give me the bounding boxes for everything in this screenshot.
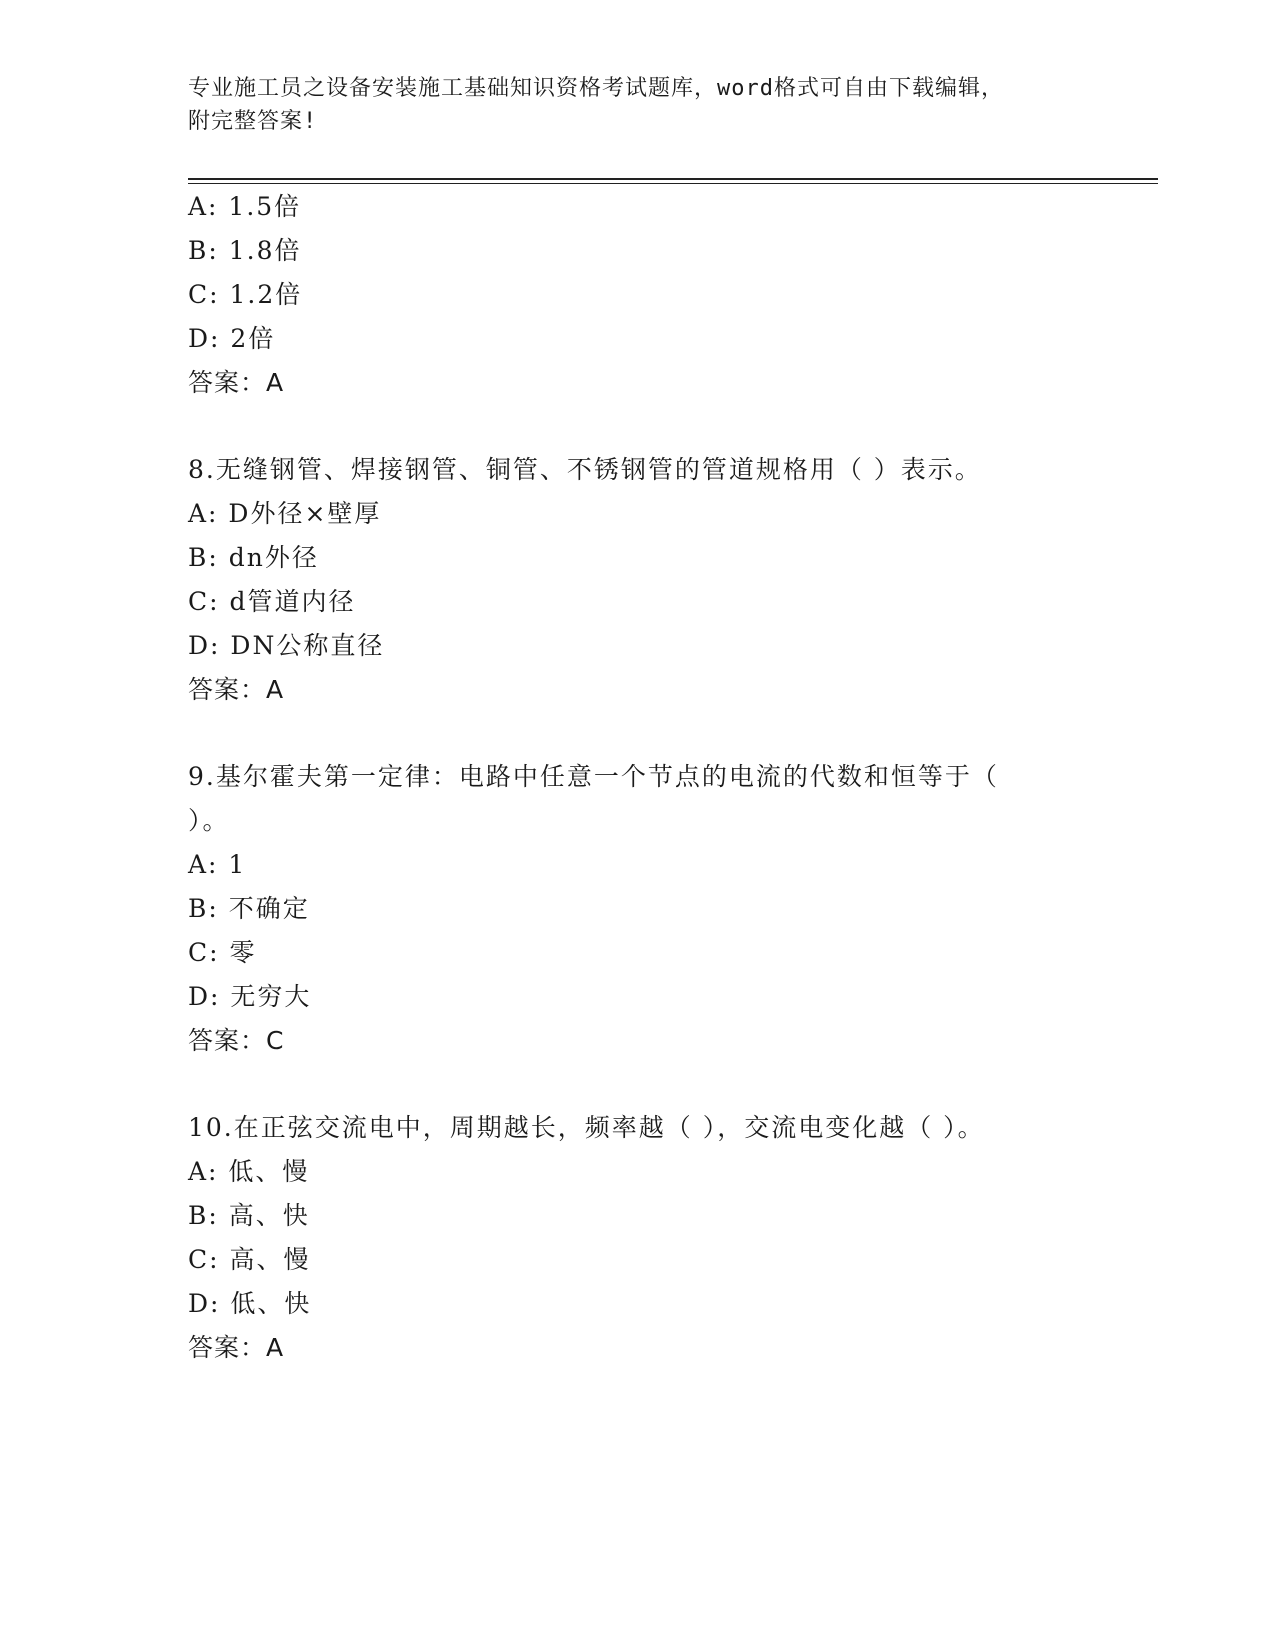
q8-option-d: D: DN公称直径 — [188, 631, 385, 660]
header-line-2: 附完整答案! — [188, 109, 318, 134]
q10-option-a: A: 低、慢 — [188, 1157, 310, 1186]
document-header — [188, 72, 1068, 138]
q9-option-a: A: 1 — [188, 850, 247, 879]
header-divider-thin — [188, 183, 1158, 184]
q7-option-b: B: 1.8倍 — [188, 236, 302, 265]
header-line-1: 专业施工员之设备安装施工基础知识资格考试题库，word格式可自由下载编辑， — [188, 76, 1004, 101]
q10-question: 10.在正弦交流电中，周期越长，频率越（ ），交流电变化越（ ）。 — [188, 1113, 985, 1142]
q8-option-b: B: dn外径 — [188, 543, 319, 572]
q9-option-b: B: 不确定 — [188, 894, 310, 923]
q10-answer: 答案：A — [188, 1333, 285, 1362]
q9-question-line-2: ）。 — [188, 806, 230, 835]
q7-answer: 答案：A — [188, 368, 285, 397]
q7-option-c: C: 1.2倍 — [188, 280, 303, 309]
q7-option-d: D: 2倍 — [188, 324, 276, 353]
q10-option-b: B: 高、快 — [188, 1201, 310, 1230]
q8-option-c: C: d管道内径 — [188, 587, 356, 616]
q8-answer: 答案：A — [188, 675, 285, 704]
q9-answer: 答案：C — [188, 1026, 285, 1055]
q8-option-a: A: D外径×壁厚 — [188, 499, 382, 528]
q7-option-a: A: 1.5倍 — [188, 192, 302, 221]
q8-question: 8.无缝钢管、焊接钢管、铜管、不锈钢管的管道规格用（ ）表示。 — [188, 455, 982, 484]
q10-option-d: D: 低、快 — [188, 1289, 312, 1318]
q10-option-c: C: 高、慢 — [188, 1245, 311, 1274]
q9-question-line-1: 9.基尔霍夫第一定律：电路中任意一个节点的电流的代数和恒等于（ — [188, 762, 999, 791]
q9-option-c: C: 零 — [188, 938, 257, 967]
q9-option-d: D: 无穷大 — [188, 982, 312, 1011]
header-divider-thick — [188, 178, 1158, 180]
